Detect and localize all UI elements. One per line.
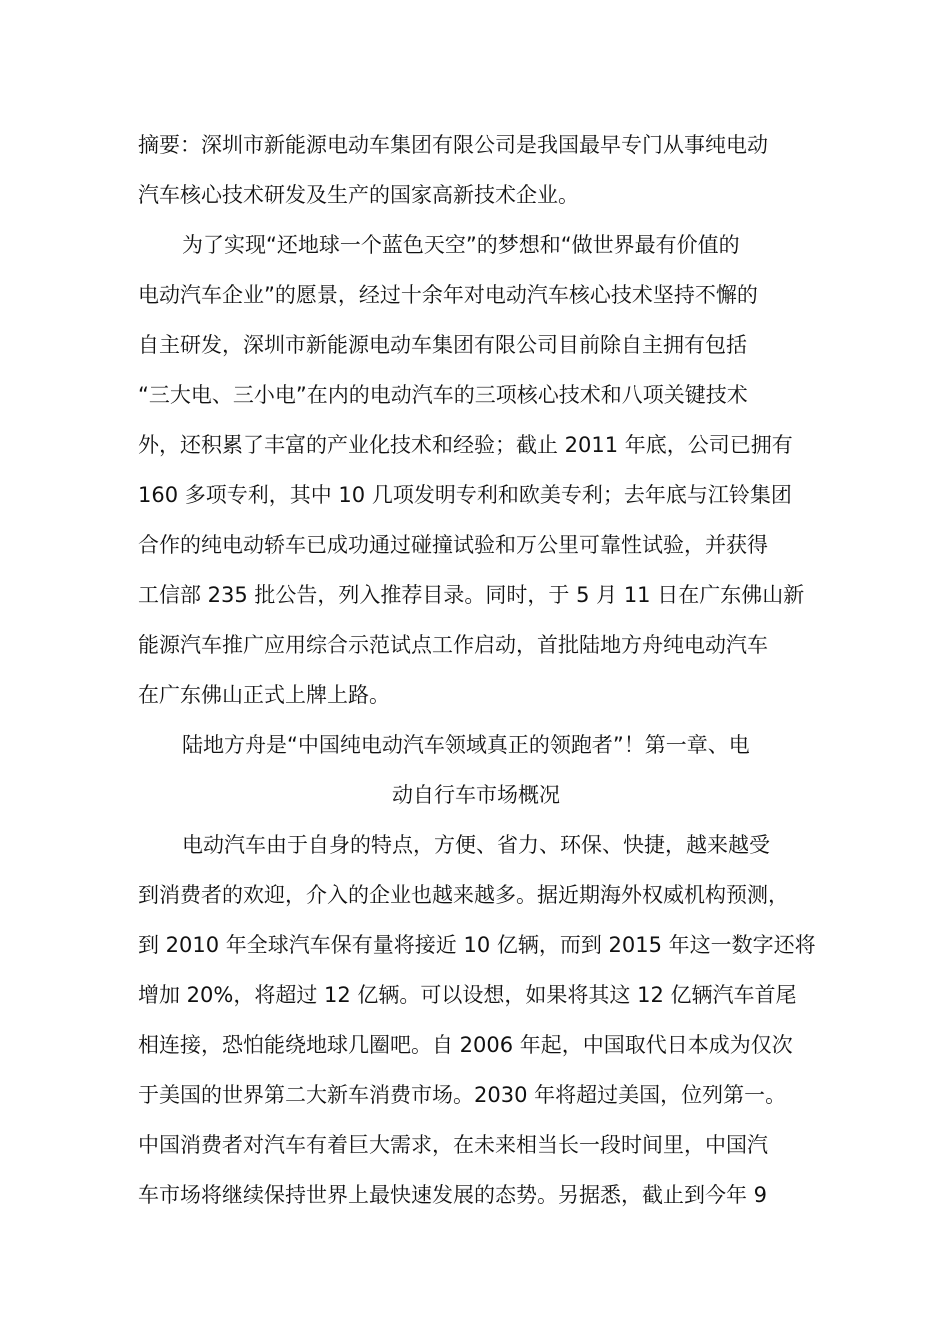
chapter-heading-line-2: 动自行车市场概况 <box>392 783 560 807</box>
paragraph-2-line-6: 于美国的世界第二大新车消费市场。2030 年将超过美国，位列第一。 <box>138 1083 787 1107</box>
paragraph-2-line-2: 到消费者的欢迎，介入的企业也越来越多。据近期海外权威机构预测， <box>138 883 789 907</box>
paragraph-1-line-5: 外，还积累了丰富的产业化技术和经验；截止 2011 年底，公司已拥有 <box>138 433 793 457</box>
paragraph-1-line-7: 合作的纯电动轿车已成功通过碰撞试验和万公里可靠性试验，并获得 <box>138 533 768 557</box>
paragraph-1-line-6: 160 多项专利，其中 10 几项发明专利和欧美专利；去年底与江铃集团 <box>138 483 792 507</box>
paragraph-2-line-8: 车市场将继续保持世界上最快速发展的态势。另据悉，截止到今年 9 <box>138 1183 768 1207</box>
paragraph-1-line-4: “三大电、三小电”在内的电动汽车的三项核心技术和八项关键技术 <box>138 383 748 407</box>
abstract-line-2: 汽车核心技术研发及生产的国家高新技术企业。 <box>138 183 579 207</box>
paragraph-2-line-3: 到 2010 年全球汽车保有量将接近 10 亿辆，而到 2015 年这一数字还将 <box>138 933 816 957</box>
paragraph-2-line-4: 增加 20%，将超过 12 亿辆。可以设想，如果将其这 12 亿辆汽车首尾 <box>138 983 797 1007</box>
abstract-line-1: 摘要：深圳市新能源电动车集团有限公司是我国最早专门从事纯电动 <box>138 133 768 157</box>
paragraph-1-line-2: 电动汽车企业”的愿景，经过十余年对电动汽车核心技术坚持不懈的 <box>138 283 758 307</box>
paragraph-1-line-9: 能源汽车推广应用综合示范试点工作启动，首批陆地方舟纯电动汽车 <box>138 633 768 657</box>
paragraph-2-line-7: 中国消费者对汽车有着巨大需求，在未来相当长一段时间里，中国汽 <box>138 1133 768 1157</box>
chapter-heading-line-1: 陆地方舟是“中国纯电动汽车领域真正的领跑者”！第一章、电 <box>182 733 750 757</box>
paragraph-1-line-1: 为了实现“还地球一个蓝色天空”的梦想和“做世界最有价值的 <box>182 233 740 257</box>
paragraph-2-line-1: 电动汽车由于自身的特点，方便、省力、环保、快捷，越来越受 <box>182 833 770 857</box>
paragraph-1-line-8: 工信部 235 批公告，列入推荐目录。同时，于 5 月 11 日在广东佛山新 <box>138 583 805 607</box>
paragraph-1-line-10: 在广东佛山正式上牌上路。 <box>138 683 390 707</box>
paragraph-2-line-5: 相连接，恐怕能绕地球几圈吧。自 2006 年起，中国取代日本成为仅次 <box>138 1033 793 1057</box>
paragraph-1-line-3: 自主研发，深圳市新能源电动车集团有限公司目前除自主拥有包括 <box>138 333 747 357</box>
document-body <box>138 120 814 1220</box>
